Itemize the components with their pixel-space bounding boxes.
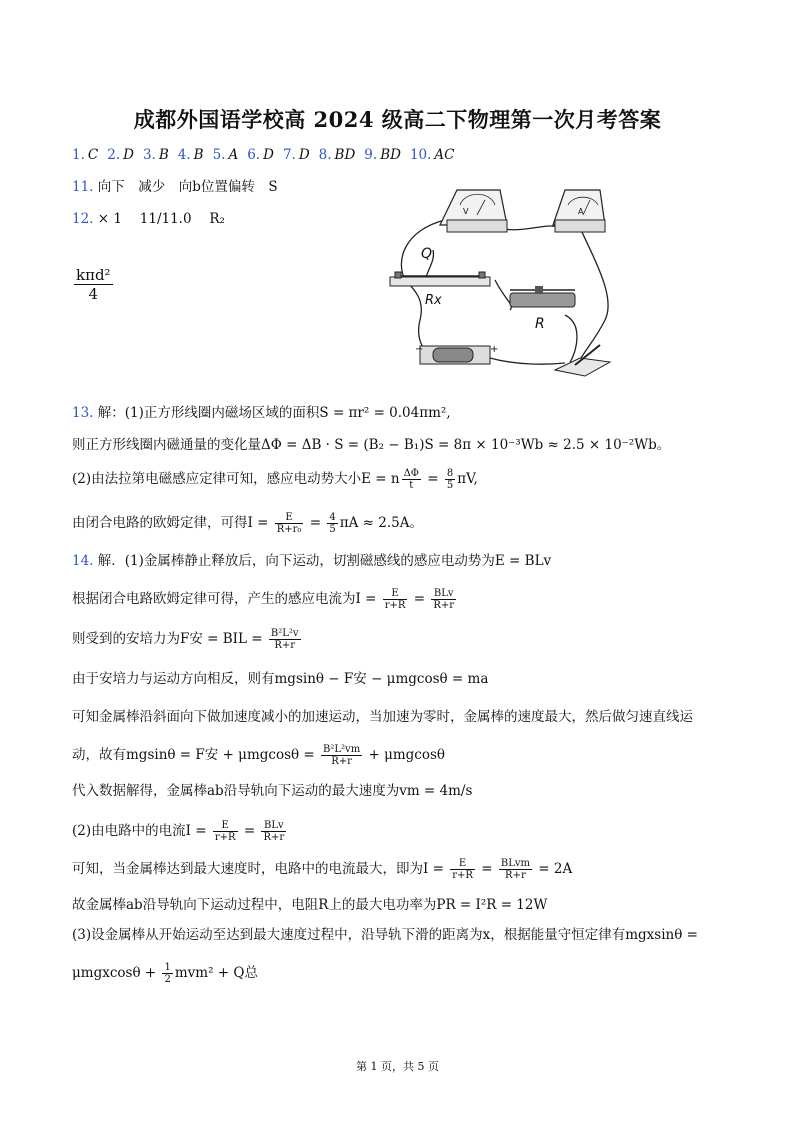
rheostat-icon — [510, 286, 575, 307]
rx-label: Rx — [425, 293, 442, 308]
q14-line-1 — [72, 552, 551, 570]
formula-k-numerator: kπd² — [76, 266, 111, 284]
q14-l12-text-b: mvm² + Q总 — [174, 965, 258, 981]
answer-value: A — [228, 147, 239, 163]
q14-l12-text-a: μmgxcosθ + — [72, 965, 161, 981]
q14-line-8 — [72, 820, 288, 843]
answer-list — [72, 146, 464, 164]
q14-l8-frac-1-den: r+R — [214, 832, 236, 843]
rx-board-icon — [390, 272, 490, 286]
q11-answer — [72, 178, 278, 196]
r-label: R — [535, 316, 545, 332]
q13-l3-text-c: πV, — [457, 471, 478, 487]
q14-l8-frac-2-num: BLv — [261, 820, 286, 832]
answer-value: BD — [380, 147, 401, 163]
battery-plus: + — [490, 344, 499, 355]
q14-l9-frac-1-den: r+R — [452, 870, 473, 881]
q14-l6-text-b: + μmgcosθ — [364, 747, 446, 763]
page-footer: 第 1 页，共 5 页 — [356, 1060, 439, 1073]
q14-l9-frac-2 — [499, 858, 532, 881]
ammeter-icon — [553, 190, 605, 232]
q13-number: 13. — [72, 405, 94, 421]
answer-value: D — [123, 147, 134, 163]
q13-l4-frac-2-num: 4 — [329, 512, 336, 523]
q14-l6-text-a: 动，故有mgsinθ = F安 + μmgcosθ = — [72, 747, 320, 763]
q14-line-12 — [72, 962, 258, 985]
q14-l9-text-b: = — [476, 861, 497, 877]
answer-value: BD — [334, 147, 356, 163]
q14-l2-text-a: 根据闭合电路欧姆定律可得，产生的感应电流为I = — [72, 591, 381, 607]
answer-value: D — [298, 147, 310, 163]
q13-l3-frac-1-den: t — [409, 480, 414, 491]
q14-l12-frac-den: 2 — [164, 974, 171, 985]
q13-l4-frac-1-num: E — [275, 512, 304, 524]
answer-number: 3. — [142, 147, 156, 163]
formula-k — [72, 266, 115, 303]
q14-l2-frac-1 — [383, 588, 408, 611]
answer-number: 1. — [72, 147, 85, 163]
q14-l3-text-a: 则受到的安培力为F安 = BIL = — [72, 631, 267, 647]
answer-number: 4. — [177, 147, 191, 163]
q13-l3-text-a: (2)由法拉第电磁感应定律可知，感应电动势大小E = n — [72, 471, 400, 487]
q14-l3-frac — [269, 628, 301, 651]
q14-line-5: 可知金属棒沿斜面向下做加速度减小的加速运动，当加速为零时，金属棒的速度最大，然后做匀速直线运 — [72, 709, 693, 725]
q14-l9-text-c: = 2A — [533, 861, 573, 877]
q13-l3-frac-2 — [445, 468, 455, 491]
q14-line-2 — [72, 588, 458, 611]
answer-value: B — [193, 147, 204, 163]
q14-line-7: 代入数据解得，金属棒ab沿导轨向下运动的最大速度为vm = 4m/s — [72, 783, 473, 799]
q13-l3-frac-2-num: 8 — [446, 468, 454, 479]
q14-line-11: (3)设金属棒从开始运动至达到最大速度过程中，沿导轨下滑的距离为x，根据能量守恒定律有mgxsinθ = — [72, 927, 698, 943]
switch-icon — [555, 345, 610, 376]
q13-l4-frac-2-den: 5 — [329, 524, 336, 535]
q14-l3-frac-den: R+r — [274, 640, 296, 651]
q14-text-1: 解．(1)金属棒静止释放后，向下运动，切割磁感线的感应电动势为E = BLv — [97, 553, 552, 569]
battery-icon — [420, 346, 490, 364]
q14-l2-frac-2 — [431, 588, 456, 611]
q14-line-3 — [72, 628, 303, 651]
q14-l3-frac-num: B²L²v — [270, 628, 299, 639]
q11-number: 11. — [72, 179, 94, 195]
formula-k-denominator: 4 — [88, 285, 99, 303]
q14-l8-text-a: (2)由电路中的电流I = — [72, 823, 211, 839]
q-label: Q — [421, 246, 433, 262]
q13-l4-frac-2 — [327, 512, 337, 535]
answer-number: 8. — [318, 147, 332, 163]
q14-l9-frac-1-num: E — [450, 858, 475, 870]
q14-l6-frac-num: B²L²vm — [323, 744, 361, 755]
formula-k-fraction — [74, 266, 113, 303]
q13-l3-frac-1 — [402, 468, 421, 491]
q14-l12-frac — [162, 962, 172, 985]
q12-answer — [72, 210, 225, 228]
q13-l3-frac-1-num: ΔΦ — [403, 468, 419, 479]
q14-l8-frac-1 — [213, 820, 238, 843]
answer-number: 10. — [409, 147, 432, 163]
q13-line-2: 则正方形线圈内磁通量的变化量ΔΦ = ΔB · S = (B₂ − B₁)S = 8π × 10⁻³Wb ≈ 2.5 × 10⁻²Wb。 — [72, 437, 671, 453]
q14-l9-text-a: 可知，当金属棒达到最大速度时，电路中的电流最大，即为I = — [72, 861, 449, 877]
q13-l3-frac-2-den: 5 — [446, 480, 454, 491]
q14-line-6 — [72, 744, 445, 767]
q13-l4-text-c: πA ≈ 2.5A。 — [339, 515, 423, 531]
q14-l6-frac-den: R+r — [331, 756, 352, 767]
q14-l6-frac — [321, 744, 362, 767]
answer-number: 7. — [282, 147, 296, 163]
q14-l12-frac-num: 1 — [164, 962, 171, 973]
page-title: 成都外国语学校高 2024 级高二下物理第一次月考答案 — [133, 107, 662, 132]
q14-l8-frac-2 — [261, 820, 286, 843]
q13-l4-text-a: 由闭合电路的欧姆定律，可得I = — [72, 515, 273, 531]
q14-number: 14. — [72, 553, 94, 569]
q14-l2-frac-1-num: E — [383, 588, 408, 600]
q14-l2-frac-2-num: BLv — [431, 588, 456, 600]
q14-l2-frac-1-den: r+R — [384, 600, 406, 611]
battery-minus: − — [415, 344, 424, 355]
q13-l3-text-b: = — [423, 471, 443, 487]
q13-line-4 — [72, 512, 423, 535]
q13-line-1 — [72, 404, 451, 422]
q13-l4-frac-1 — [275, 512, 304, 535]
answer-value: C — [87, 147, 99, 163]
q13-text-1: 解：(1)正方形线圈内磁场区域的面积S = πr² = 0.04πm², — [97, 405, 451, 421]
answer-value: AC — [434, 147, 455, 163]
voltmeter-icon — [440, 190, 507, 232]
answer-number: 6. — [247, 147, 261, 163]
q13-l4-text-b: = — [305, 515, 326, 531]
q13-line-3 — [72, 468, 478, 491]
voltmeter-label: V — [463, 207, 469, 216]
q12-text: × 1 11/11.0 R₂ — [97, 211, 225, 227]
q14-l9-frac-2-den: R+r — [505, 870, 526, 881]
q14-l8-frac-1-num: E — [213, 820, 238, 832]
answer-number: 9. — [364, 147, 378, 163]
q14-l8-frac-2-den: R+r — [263, 832, 285, 843]
q14-l2-frac-2-den: R+r — [433, 600, 455, 611]
q14-l9-frac-2-num: BLvm — [500, 858, 530, 869]
q11-text: 向下 减少 向b位置偏转 S — [97, 179, 278, 195]
answer-value: D — [263, 147, 274, 163]
answer-value: B — [158, 147, 169, 163]
q13-l4-frac-1-den: R+r₀ — [276, 524, 302, 535]
ammeter-label: A — [578, 207, 584, 216]
q14-line-10: 故金属棒ab沿导轨向下运动过程中，电阻R上的最大电功率为PR = I²R = 12W — [72, 897, 548, 913]
answer-number: 5. — [212, 147, 226, 163]
q14-l9-frac-1 — [450, 858, 475, 881]
q12-number: 12. — [72, 211, 94, 227]
q14-l8-text-b: = — [239, 823, 260, 839]
q14-line-9 — [72, 858, 572, 881]
q14-line-4: 由于安培力与运动方向相反，则有mgsinθ − F安 − μmgcosθ = ma — [72, 671, 489, 687]
q14-l2-text-b: = — [409, 591, 430, 607]
answer-number: 2. — [107, 147, 121, 163]
circuit-diagram — [385, 180, 615, 380]
